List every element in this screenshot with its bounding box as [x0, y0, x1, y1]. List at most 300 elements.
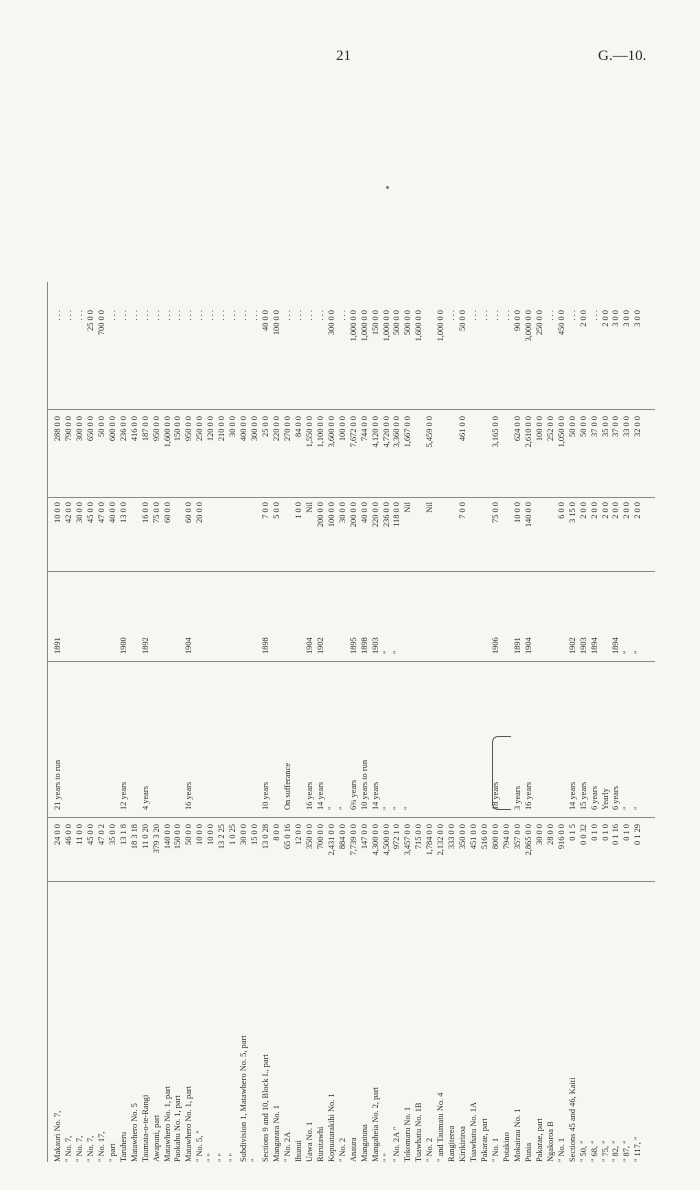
table-cell-value: 1,100 0 0 [315, 416, 325, 448]
table-cell-rent [239, 502, 248, 562]
table-cell-block: " " [217, 1153, 227, 1162]
table-cell-area: 24 0 0 [53, 824, 62, 845]
table-cell-term [75, 718, 84, 810]
table-cell-value: 187 0 0 [140, 416, 150, 442]
table-cell-value: 210 0 0 [217, 416, 227, 442]
table-cell-rent: 40 0 0 [107, 502, 117, 523]
table-cell-rent: 30 0 0 [337, 502, 347, 523]
table-cell-year: 1902 [315, 637, 325, 654]
table-cell-price: 150 0 0 [370, 310, 380, 336]
table-cell-area: 12 0 0 [293, 824, 303, 845]
table-cell-value: 288 0 0 [53, 416, 62, 442]
table-cell-term [64, 718, 73, 810]
table-cell-block: Punia [523, 1142, 533, 1162]
table-cell-year [447, 614, 456, 654]
table-cell-term [425, 718, 434, 810]
table-row [294, 282, 303, 1162]
table-cell-area: 1,784 0 0 [425, 824, 435, 856]
table-cell-block: Mangatuna [359, 1124, 369, 1162]
table-cell-year: 1898 [359, 637, 369, 654]
table-cell-year [250, 614, 259, 654]
table-cell-price: 50 0 0 [458, 310, 468, 331]
table-cell-price: . . . [282, 310, 292, 321]
table-cell-term: 18 years [491, 781, 500, 810]
table-cell-area: 0 1 29 [633, 824, 643, 845]
table-row [272, 282, 281, 1162]
table-cell-value: 252 0 0 [545, 416, 555, 442]
table-cell-value: 950 0 0 [151, 416, 161, 442]
table-cell-price: 3 0 0 [633, 310, 643, 327]
table-cell-rent: 3 15 0 [567, 502, 577, 523]
table-cell-year: 1903 [578, 637, 588, 654]
table-cell-term [173, 718, 182, 810]
table-cell-price: . . . [293, 310, 303, 321]
table-row [557, 282, 566, 1162]
table-cell-area: 13 0 28 [261, 824, 271, 850]
table-cell-price: 250 0 0 [534, 310, 544, 336]
table-cell-price: . . . [162, 310, 172, 321]
table-cell-value: 4,120 0 0 [370, 416, 380, 448]
table-cell-area: 0 1 0 [622, 824, 632, 841]
table-cell-term [469, 718, 478, 810]
table-cell-price: 1,600 0 0 [414, 310, 424, 342]
table-cell-value: 50 0 0 [96, 416, 106, 437]
table-cell-year: 1895 [348, 637, 358, 654]
table-cell-block: Paokahu No. 1, part [173, 1095, 183, 1162]
table-row [338, 282, 347, 1162]
table-cell-year [272, 614, 281, 654]
table-row [590, 282, 599, 1162]
table-cell-price: . . . [250, 310, 260, 321]
table-cell-rent [436, 502, 445, 562]
table-cell-value: 790 0 0 [63, 416, 73, 442]
table-row [250, 282, 259, 1162]
table-cell-rent [130, 502, 139, 562]
table-cell-value: 5,459 0 0 [425, 416, 435, 448]
document-reference: G.—10. [598, 48, 647, 64]
table-cell-area: 10 0 0 [206, 824, 216, 845]
table-cell-term [250, 718, 259, 810]
table-cell-block: " 50, " [578, 1140, 588, 1162]
table-cell-rent: 42 0 0 [63, 502, 73, 523]
table-cell-year [228, 614, 237, 654]
table-cell-value: 300 0 0 [74, 416, 84, 442]
table-cell-rent [447, 502, 456, 562]
table-cell-price: . . . [589, 310, 599, 321]
table-cell-value: 30 0 0 [228, 416, 238, 437]
table-cell-block: Sections 45 and 46, Kaiti [567, 1077, 577, 1162]
table-cell-area: 451 0 0 [469, 824, 479, 850]
table-cell-area: 0 1 0 [600, 824, 610, 841]
table-cell-price [425, 310, 434, 400]
table-cell-price: 3 0 0 [622, 310, 632, 327]
table-row [535, 282, 544, 1162]
table-cell-price: . . . [480, 310, 490, 321]
table-row [316, 282, 325, 1162]
table-cell-value: 50 0 0 [567, 416, 577, 437]
table-cell-price: . . . [118, 310, 128, 321]
table-cell-rent [502, 502, 511, 562]
table-cell-value [502, 416, 511, 492]
table-cell-year [206, 614, 215, 654]
table-cell-price: . . . [239, 310, 249, 321]
table-cell-year [414, 614, 423, 654]
table-cell-block: " 82, " [611, 1140, 621, 1162]
table-cell-area: 715 0 0 [414, 824, 424, 850]
table-cell-block: Ngakoroa B [545, 1121, 555, 1162]
table-row [206, 282, 215, 1162]
table-cell-value: 25 0 0 [261, 416, 271, 437]
table-cell-block: " 75, " [600, 1140, 610, 1162]
table-row [349, 282, 358, 1162]
table-cell-year [283, 614, 292, 654]
table-cell-year [403, 614, 412, 654]
table-cell-rent: Nil [425, 502, 435, 513]
table-cell-area: 140 0 0 [162, 824, 172, 850]
table-cell-term [535, 718, 544, 810]
table-cell-price: . . . [129, 310, 139, 321]
table-row [195, 282, 204, 1162]
table-cell-term [557, 718, 566, 810]
table-cell-term [108, 718, 117, 810]
table-cell-area: 50 0 0 [184, 824, 194, 845]
table-row [491, 282, 500, 1162]
table-cell-rent: 236 0 0 [381, 502, 391, 528]
table-row [601, 282, 610, 1162]
table-cell-year [469, 614, 478, 654]
table-cell-rent [535, 502, 544, 562]
table-cell-term [217, 718, 226, 810]
table-cell-year: 1903 [370, 637, 380, 654]
table-cell-area: 2,865 0 0 [523, 824, 533, 856]
table-cell-term: 6 years [589, 786, 599, 810]
table-cell-price: . . . [74, 310, 84, 321]
table-cell-year [535, 614, 544, 654]
table-cell-value: 220 0 0 [272, 416, 281, 442]
table-cell-block: " No. 2A " [392, 1126, 402, 1162]
table-cell-year [97, 614, 106, 654]
table-cell-block: " " [228, 1153, 238, 1162]
table-cell-term [447, 718, 456, 810]
table-row [64, 282, 73, 1162]
table-row [425, 282, 434, 1162]
table-row [152, 282, 161, 1162]
table-cell-area: 8 0 0 [272, 824, 281, 841]
table-cell-value: 1,600 0 0 [162, 416, 172, 448]
table-cell-price: 3 0 0 [611, 310, 621, 327]
table-cell-price: . . . [228, 310, 238, 321]
table-cell-term [195, 718, 204, 810]
table-cell-price: 100 0 0 [272, 310, 281, 336]
print-speck [386, 186, 389, 189]
table-cell-price: 2 0 0 [578, 310, 588, 327]
table-cell-value: 400 0 0 [239, 416, 249, 442]
table-cell-rent [546, 502, 555, 562]
table-cell-year: 1892 [140, 637, 150, 654]
table-cell-rent [217, 502, 226, 562]
table-cell-term: " [326, 806, 336, 810]
table-cell-rent [173, 502, 182, 562]
table-row [97, 282, 106, 1162]
table-row [382, 282, 391, 1162]
table-cell-term: " [337, 806, 347, 810]
table-cell-value: 250 0 0 [195, 416, 205, 442]
table-cell-rent: 200 0 0 [348, 502, 358, 528]
table-cell-area: 13 1 8 [118, 824, 128, 845]
table-cell-year [425, 614, 434, 654]
table-cell-price: . . . [63, 310, 73, 321]
table-cell-value: 4,720 0 0 [381, 416, 391, 448]
table-cell-block: Tuawhatu No. 1B [414, 1102, 424, 1162]
table-cell-area: 916 0 0 [556, 824, 566, 850]
table-cell-rent: 2 0 0 [622, 502, 632, 519]
table-cell-block: " " [206, 1153, 216, 1162]
table-row [546, 282, 555, 1162]
table-cell-term: On sufferance [282, 762, 292, 810]
table-cell-term [130, 718, 139, 810]
table-cell-price: 300 0 0 [326, 310, 336, 336]
table-cell-term: " [403, 806, 413, 810]
table-cell-rent: 100 0 0 [326, 502, 336, 528]
table-cell-price: . . . [184, 310, 194, 321]
table-cell-block: " " [381, 1153, 391, 1162]
table-cell-term [480, 718, 489, 810]
table-cell-value: 100 0 0 [337, 416, 347, 442]
table-cell-value: 270 0 0 [282, 416, 292, 442]
table-cell-term [152, 718, 161, 810]
table-cell-area: 4,500 0 0 [381, 824, 391, 856]
table-cell-value [469, 416, 478, 492]
table-cell-area: 46 0 0 [63, 824, 73, 845]
table-cell-block: " part [107, 1143, 117, 1162]
table-cell-year [108, 614, 117, 654]
table-cell-year [152, 614, 161, 654]
table-cell-value: 35 0 0 [600, 416, 610, 437]
table-cell-value: 650 0 0 [85, 416, 95, 442]
table-cell-value: 3,600 0 0 [326, 416, 336, 448]
table-cell-price: 700 0 0 [96, 310, 106, 336]
table-cell-year [546, 614, 555, 654]
table-cell-year [458, 614, 467, 654]
table-cell-area: 65 0 16 [282, 824, 292, 850]
table-cell-year: 1900 [118, 637, 128, 654]
table-cell-year [480, 614, 489, 654]
table-cell-area: 884 0 0 [337, 824, 347, 850]
table-cell-block: Potakino [501, 1132, 511, 1162]
table-row [622, 282, 631, 1162]
table-cell-rent: 75 0 0 [491, 502, 500, 523]
table-cell-price: 1,000 0 0 [436, 310, 446, 342]
table-cell-rent [250, 502, 259, 562]
table-cell-price: . . . [304, 310, 314, 321]
table-cell-area: 10 0 0 [195, 824, 205, 845]
table-cell-value: 2,610 0 0 [523, 416, 533, 448]
table-cell-price: . . . [469, 310, 479, 321]
table-cell-term [272, 718, 281, 810]
table-cell-area: 700 0 0 [315, 824, 325, 850]
table-row [458, 282, 467, 1162]
table-cell-block: Pakarae, part [480, 1118, 490, 1162]
table-cell-block: " No. 2 [337, 1137, 347, 1162]
table-row [53, 282, 62, 1162]
table-cell-year [436, 614, 445, 654]
table-cell-area: 18 3 18 [129, 824, 139, 850]
table-cell-area: 47 0 2 [96, 824, 106, 845]
table-cell-block: Matawhero No. 5 [129, 1103, 139, 1162]
table-cell-year [239, 614, 248, 654]
table-cell-term [546, 718, 555, 810]
table-cell-term: 15 years [578, 781, 588, 810]
table-cell-year: 1902 [567, 637, 577, 654]
table-cell-year: 1894 [611, 637, 621, 654]
table-cell-year [502, 614, 511, 654]
table-cell-price: 3,000 0 0 [523, 310, 533, 342]
table-cell-value: 150 0 0 [173, 416, 183, 442]
table-cell-year [75, 614, 84, 654]
table-cell-term: " [392, 806, 402, 810]
table-cell-rent: 6 0 0 [556, 502, 566, 519]
table-cell-term [502, 718, 511, 810]
table-cell-year: 1904 [523, 637, 533, 654]
table-cell-term: 16 years [523, 781, 533, 810]
table-row [327, 282, 336, 1162]
table-cell-term: 12 years [118, 781, 128, 810]
table-cell-term: 6¾ years [348, 779, 358, 810]
table-cell-area: 30 0 0 [534, 824, 544, 845]
table-cell-block: Makauri No. 7, [53, 1110, 62, 1162]
table-cell-block: Taumata-o-te-Rangi [140, 1094, 150, 1162]
table-cell-price: . . . [151, 310, 161, 321]
table-cell-year [557, 614, 566, 654]
table-cell-rent [469, 502, 478, 562]
table-cell-year [327, 614, 336, 654]
table-cell-year: " [633, 650, 643, 654]
table-cell-area: 150 0 0 [173, 824, 183, 850]
table-cell-term [458, 718, 467, 810]
table-cell-rent: 47 0 0 [96, 502, 106, 523]
table-cell-area: 0 1 0 [589, 824, 599, 841]
table-cell-block: Rangiterea [447, 1125, 457, 1162]
table-cell-price: . . . [491, 310, 500, 321]
table-cell-price: 90 0 0 [512, 310, 522, 331]
table-cell-area: 0 0 32 [578, 824, 588, 845]
table-cell-block: " 87, " [622, 1140, 632, 1162]
table-row [283, 282, 292, 1162]
table-cell-term [294, 718, 303, 810]
table-cell-value: 84 0 0 [293, 416, 303, 437]
table-cell-rent: 30 0 0 [74, 502, 84, 523]
table-cell-term [206, 718, 215, 810]
table-cell-value: 50 0 0 [578, 416, 588, 437]
table-row [633, 282, 642, 1162]
table-cell-price: . . . [567, 310, 577, 321]
table-cell-year [130, 614, 139, 654]
table-cell-area: 28 0 0 [545, 824, 555, 845]
table-cell-block: Ihunui [293, 1140, 303, 1162]
table-cell-block: Mangarara No. 1 [272, 1105, 281, 1162]
table-cell-area: 4,300 0 0 [370, 824, 380, 856]
table-row [261, 282, 270, 1162]
table-cell-rent: 75 0 0 [151, 502, 161, 523]
table-cell-block: " No. 7, [63, 1135, 73, 1162]
table-cell-rent: 2 0 0 [578, 502, 588, 519]
table-cell-term: 10 years [261, 781, 271, 810]
table-cell-year [294, 614, 303, 654]
table-row [524, 282, 533, 1162]
table-cell-rent [228, 502, 237, 562]
table-cell-value: 744 0 0 [359, 416, 369, 442]
table-cell-rent [283, 502, 292, 562]
table-cell-area: 1 0 25 [228, 824, 238, 845]
table-cell-area: 516 0 0 [480, 824, 490, 850]
rotated-land-table [47, 282, 655, 1162]
table-cell-term: " [381, 806, 391, 810]
table-cell-price: 450 0 0 [556, 310, 566, 336]
table-cell-rent: 10 0 0 [53, 502, 62, 523]
table-cell-value [447, 416, 456, 492]
table-cell-rent: 45 0 0 [85, 502, 95, 523]
table-cell-value: 236 0 0 [118, 416, 128, 442]
table-cell-rent: 2 0 0 [600, 502, 610, 519]
table-cell-rent: 2 0 0 [589, 502, 599, 519]
table-cell-area: 7,739 0 0 [348, 824, 358, 856]
table-cell-value: 7,672 0 0 [348, 416, 358, 448]
table-cell-rent [414, 502, 423, 562]
table-cell-area: 15 0 0 [250, 824, 260, 845]
table-cell-rent: Nil [304, 502, 314, 513]
table-cell-term [414, 718, 423, 810]
table-row [447, 282, 456, 1162]
table-cell-value: 120 0 0 [206, 416, 216, 442]
table-row [392, 282, 401, 1162]
table-cell-rent: 7 0 0 [261, 502, 271, 519]
table-row [513, 282, 522, 1162]
table-row [360, 282, 369, 1162]
table-cell-block: " [250, 1158, 260, 1162]
table-cell-value [436, 416, 445, 492]
table-cell-area: 11 0 0 [74, 824, 84, 845]
table-cell-term: " [622, 806, 632, 810]
table-row [579, 282, 588, 1162]
table-cell-block: Pakarae, part [534, 1118, 544, 1162]
table-cell-rent: 1 0 0 [293, 502, 303, 519]
table-cell-term: 14 years [370, 781, 380, 810]
table-cell-year: 1894 [589, 637, 599, 654]
table-cell-price: 40 0 0 [261, 310, 271, 331]
table-cell-value: 416 0 0 [129, 416, 139, 442]
table-cell-price: 25 0 0 [85, 310, 95, 331]
table-cell-block: Kirikiriroa [458, 1126, 468, 1162]
table-cell-block: Matawhero No. 1, part [184, 1085, 194, 1162]
table-cell-rent: 16 0 0 [140, 502, 150, 523]
table-cell-block: Uawa No. 1 [304, 1121, 314, 1162]
table-cell-area: 13 2 25 [217, 824, 227, 850]
table-cell-block: " No. 1 [556, 1137, 566, 1162]
table-cell-block: Matawhero No. 1, part [162, 1085, 172, 1162]
page-number: 21 [336, 48, 351, 64]
table-cell-area: 333 0 0 [447, 824, 457, 850]
table-cell-year: 1891 [53, 637, 62, 654]
table-cell-block: " No. 17, [96, 1131, 106, 1162]
table-cell-block: Sections 9 and 10, Block I., part [261, 1054, 271, 1162]
table-cell-block: Subdivision 1, Matawhero No. 5, part [239, 1035, 249, 1162]
table-cell-area: 35 0 0 [107, 824, 117, 845]
table-cell-term: " [633, 806, 643, 810]
table-cell-rent: 118 0 0 [392, 502, 402, 527]
table-cell-rent: 20 0 0 [195, 502, 205, 523]
table-cell-block: Anaura [348, 1137, 358, 1162]
table-cell-value: 33 0 0 [622, 416, 632, 437]
